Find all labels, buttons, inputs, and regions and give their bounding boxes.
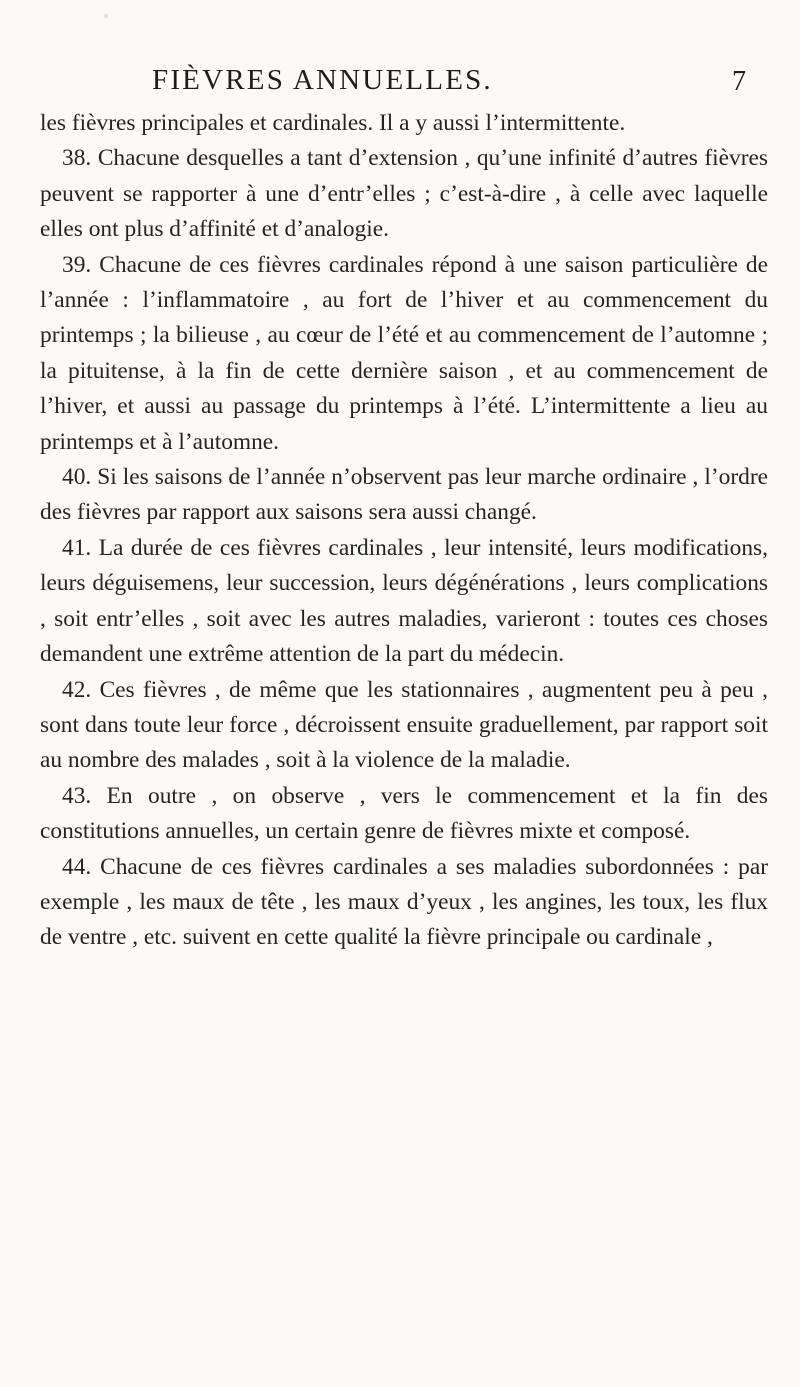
paragraph-number: 43.: [62, 782, 92, 809]
paper-speck: [104, 14, 108, 18]
paragraph-text: Chacune de ces fièvres cardinales répond à une saison particulière de l’année : l’inflammatoire , au fort de l’hiver et au commencement du printemps ; la bilieuse , au cœur de l’été et au commencement de l’automne ; la pituitense, à la fin de cette dernière saison , et au commencement de l’hiver, et aussi au passage du printemps à l’été. L’intermittente a lieu au printemps et à l’automne.: [40, 251, 768, 455]
paragraph-44: [40, 850, 768, 956]
paragraph-number: 38.: [62, 145, 92, 172]
paragraph-number: 39.: [62, 251, 92, 278]
paragraph-41: [40, 531, 768, 673]
paragraph-text: les fièvres principales et cardinales. Il a y aussi l’intermittente.: [40, 110, 626, 136]
page-header: [40, 64, 760, 104]
paragraph-text: Chacune desquelles a tant d’extension , qu’une infinité d’autres fièvres peuvent se rapporter à une d’entr’elles ; c’est-à-dire , à celle avec laquelle elles ont plus d’affinité et d’analogie.: [40, 145, 768, 243]
paragraph-text: En outre , on observe , vers le commencement et la fin des constitutions annuelles, un certain genre de fièvres mixte et composé.: [40, 782, 768, 845]
paragraph-number: 42.: [62, 676, 92, 703]
paragraph-39: [40, 248, 768, 460]
paragraph-42: [40, 673, 768, 779]
paragraph-text: Chacune de ces fièvres cardinales a ses maladies subordonnées : par exemple , les maux de tête , les maux d’yeux , les angines, les toux, les flux de ventre , etc. suivent en cette qualité la fièvre principale ou cardinale ,: [40, 853, 768, 951]
paragraph-text: La durée de ces fièvres cardinales , leur intensité, leurs modifications, leurs déguisemens, leur succession, leurs dégénérations , leurs complications , soit entr’elles , soit avec les autres maladies, varieront : toutes ces choses demandent une extrême attention de la part du médecin.: [40, 534, 768, 668]
paragraph-number: 40.: [62, 464, 92, 491]
paragraph-text: Si les saisons de l’année n’observent pas leur marche ordinaire , l’ordre des fièvres par rapport aux saisons sera aussi changé.: [40, 464, 768, 526]
paragraph-43: [40, 779, 768, 850]
paragraph-number: 41.: [62, 534, 92, 561]
body-text: [40, 106, 768, 956]
paragraph-38: [40, 141, 768, 247]
paragraph-number: 44.: [62, 853, 92, 880]
paragraph-text: Ces fièvres , de même que les stationnaires , augmentent peu à peu , sont dans toute leur force , décroissent ensuite graduellement, par rapport soit au nombre des malades , soit à la violence de la maladie.: [40, 676, 768, 774]
paragraph-40: [40, 460, 768, 531]
running-title: FIÈVRES ANNUELLES.: [152, 64, 493, 96]
paragraph-continuation: [40, 106, 768, 141]
page-number: 7: [732, 66, 746, 97]
